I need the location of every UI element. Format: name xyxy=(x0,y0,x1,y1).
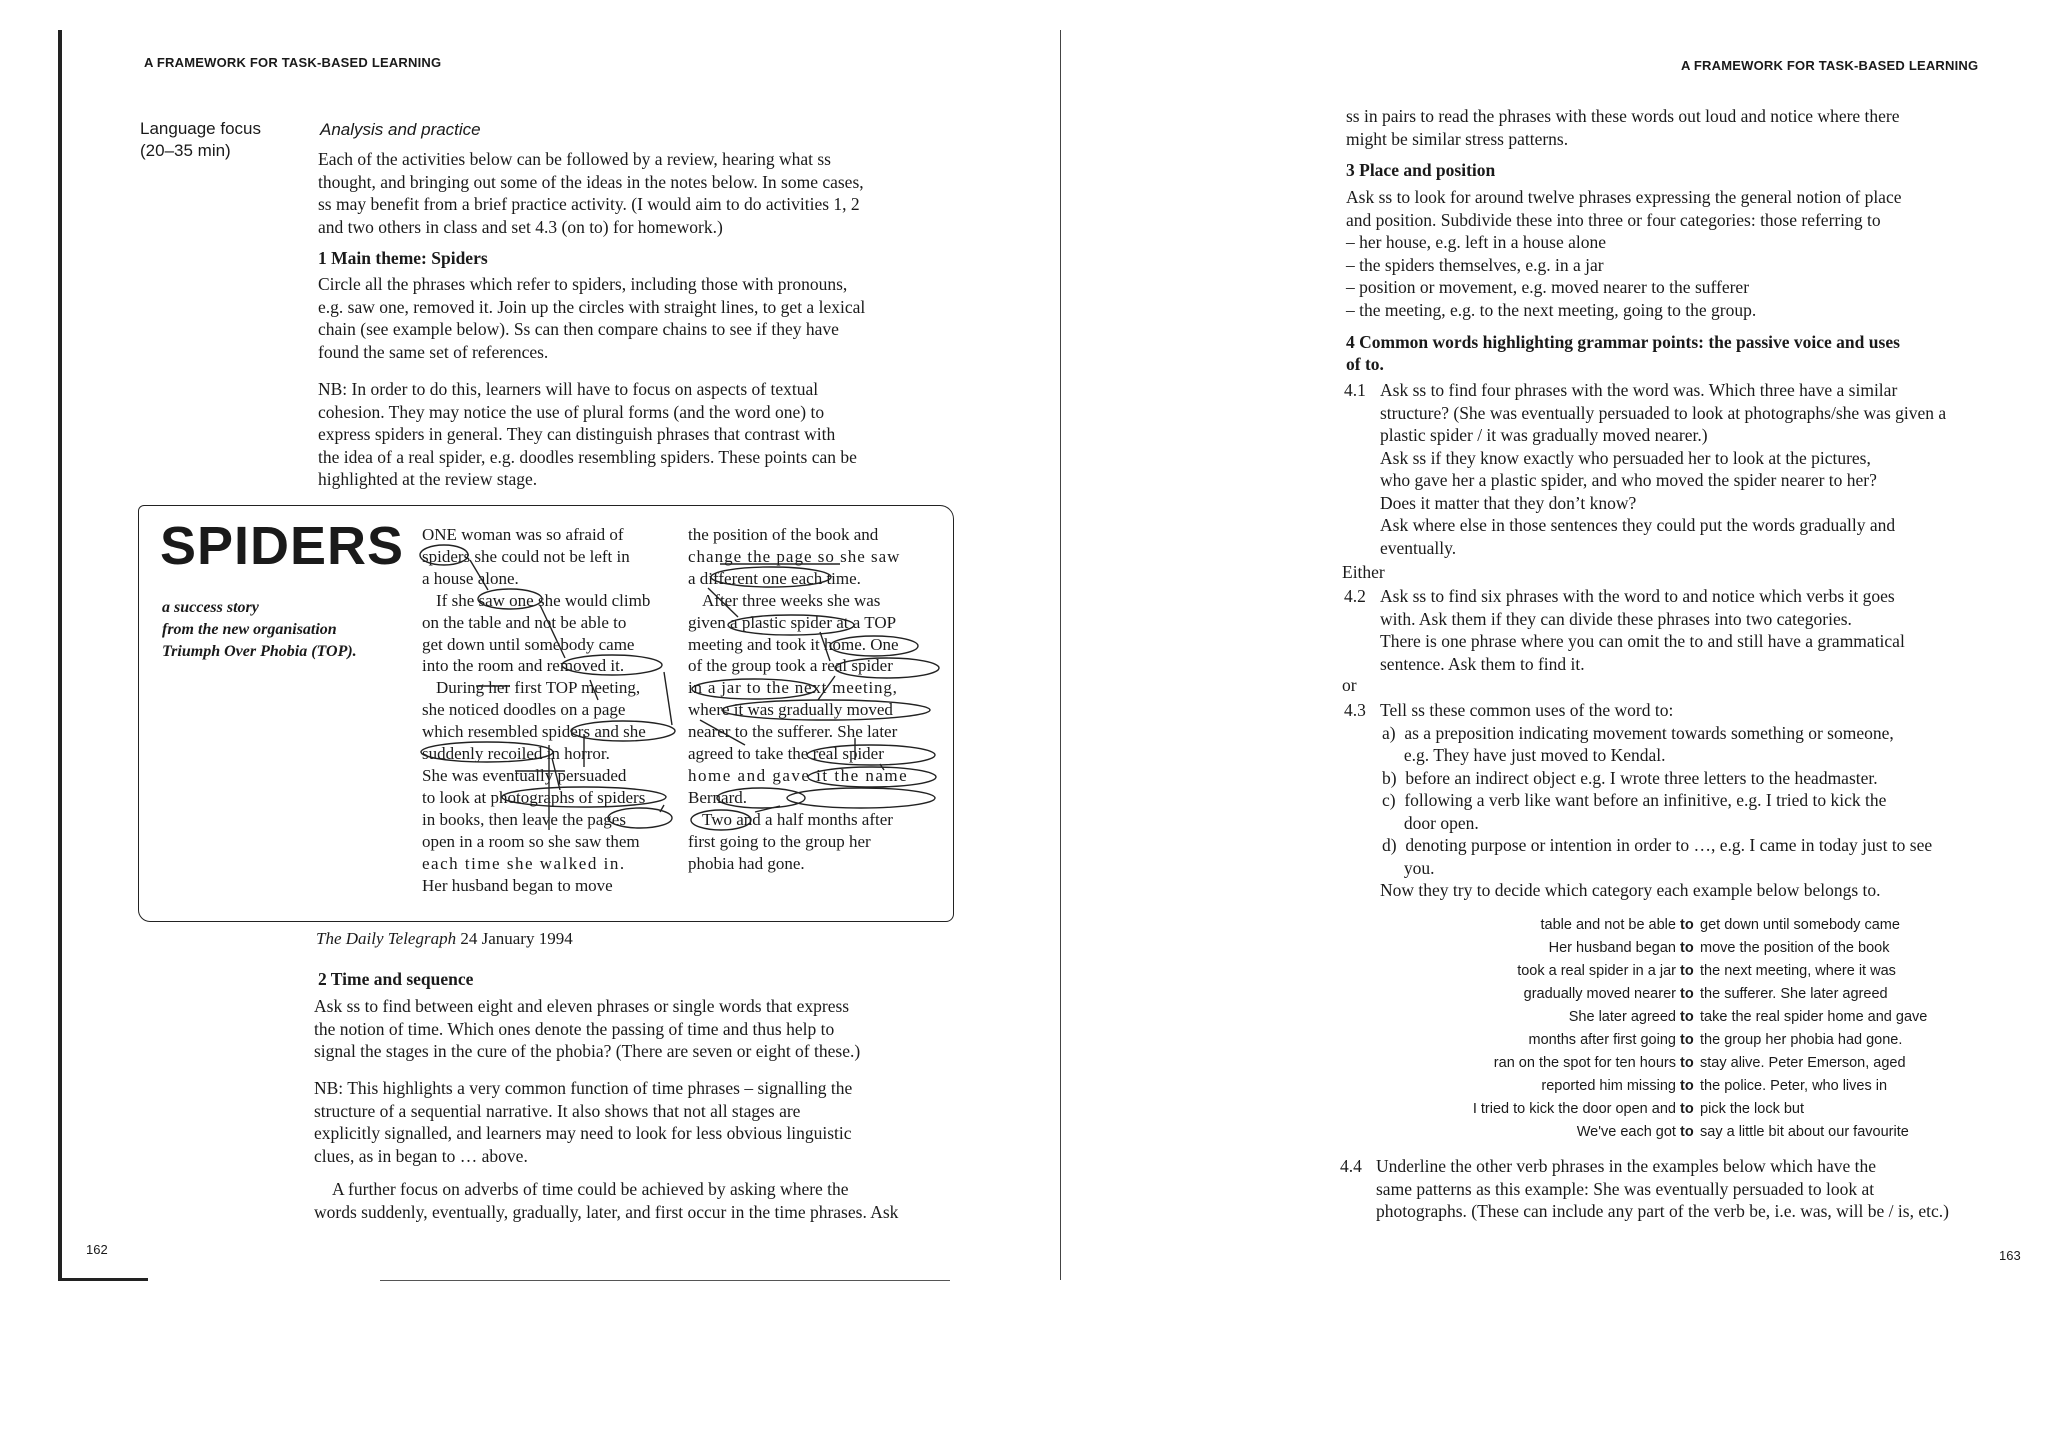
list-item: – position or movement, e.g. moved nearer to the sufferer xyxy=(1346,277,1750,297)
article-line: get down until somebody came xyxy=(422,634,635,654)
article-line: given a plastic spider at a TOP xyxy=(688,612,897,632)
text-line: highlighted at the review stage. xyxy=(318,469,538,489)
caption-source: The Daily Telegraph xyxy=(316,929,457,948)
chain-line xyxy=(755,806,780,812)
article-line: spiders she could not be left in xyxy=(422,546,630,566)
left-running-header: A FRAMEWORK FOR TASK-BASED LEARNING xyxy=(144,55,442,70)
list-item: a) as a preposition indicating movement towards something or someone, xyxy=(1382,722,1894,743)
section-3-heading: 3 Place and position xyxy=(1346,160,1496,180)
text-line: plastic spider / it was gradually moved nearer.) xyxy=(1380,425,1708,445)
section-4-1-paragraph xyxy=(1380,379,1946,559)
section-2-paragraph xyxy=(314,995,860,1063)
concordance-left: We've each got xyxy=(1576,1124,1680,1140)
text-line: the notion of time. Which ones denote the passing of time and thus help to xyxy=(314,1018,835,1039)
concordance-right: say a little bit about our favourite xyxy=(1696,1124,1909,1140)
text-line: signal the stages in the cure of the phobia? (There are seven or eight of these.) xyxy=(314,1041,861,1061)
article-line: in a jar to the next meeting, xyxy=(688,678,898,698)
concordance-left: months after first going xyxy=(1528,1032,1680,1048)
circle-mark xyxy=(807,745,935,765)
article-title: SPIDERS xyxy=(160,516,405,576)
list-item: door open. xyxy=(1382,812,1479,833)
article-line: to look at photographs of spiders xyxy=(422,787,646,807)
article-line: in books, then leave the pages xyxy=(422,809,626,829)
text-line: Ask ss to look for around twelve phrases expressing the general notion of place xyxy=(1346,187,1902,207)
concordance-keyword: to xyxy=(1680,1124,1694,1140)
right-running-header: A FRAMEWORK FOR TASK-BASED LEARNING xyxy=(1681,58,1979,73)
circle-mark xyxy=(502,787,666,807)
concordance-right: take the real spider home and gave xyxy=(1696,1009,1928,1025)
article-line: agreed to take the real spider xyxy=(688,744,884,764)
text-line: ss in pairs to read the phrases with these words out loud and notice where there xyxy=(1346,106,1900,126)
circle-mark xyxy=(717,788,805,808)
concordance-right: move the position of the book xyxy=(1696,940,1890,956)
concordance-keyword: to xyxy=(1680,917,1694,933)
article-line: meeting and took it home. One xyxy=(688,634,899,654)
concordance-left: reported him missing xyxy=(1541,1078,1680,1094)
text-line: thought, and bringing out some of the ideas in the notes below. In some cases, xyxy=(318,171,864,192)
section-4-3-paragraph xyxy=(1380,699,1932,902)
article-line: ONE woman was so afraid of xyxy=(422,525,624,544)
text-line: structure? (She was eventually persuaded to look at photographs/she was given a xyxy=(1380,402,1947,423)
chain-line xyxy=(708,588,738,617)
circle-mark xyxy=(608,808,672,828)
list-item: b) before an indirect object e.g. I wrote three letters to the headmaster. xyxy=(1382,767,1878,788)
text-line: explicitly signalled, and learners may need to look for less obvious linguistic xyxy=(314,1123,852,1143)
concordance-left: table and not be able xyxy=(1540,917,1680,933)
article-line: the position of the book and xyxy=(688,525,879,544)
circle-mark xyxy=(691,810,751,830)
circle-mark xyxy=(562,655,662,675)
section-4-1-number: 4.1 xyxy=(1344,380,1366,400)
section-1-heading: 1 Main theme: Spiders xyxy=(318,248,488,268)
article-line: into the room and removed it. xyxy=(422,656,625,676)
section-4-2-number: 4.2 xyxy=(1344,586,1366,606)
text-line: chain (see example below). Ss can then compare chains to see if they have xyxy=(318,319,839,339)
concordance-left: Her husband began xyxy=(1548,940,1680,956)
text-line: A further focus on adverbs of time could be achieved by asking where the xyxy=(332,1179,849,1199)
text-line: NB: This highlights a very common function of time phrases – signalling the xyxy=(314,1078,853,1098)
article-line: she noticed doodles on a page xyxy=(422,700,626,720)
subtitle-line: a success story xyxy=(162,599,259,616)
further-paragraph xyxy=(314,1178,898,1223)
text-line: NB: In order to do this, learners will have to focus on aspects of textual xyxy=(318,379,819,399)
article-line: She was eventually persuaded xyxy=(422,765,627,785)
concordance-keyword: to xyxy=(1680,1055,1694,1071)
text-line: Ask where else in those sentences they could put the words gradually and xyxy=(1380,515,1896,535)
side-label-line: Language focus xyxy=(140,119,261,138)
heading-line: of to. xyxy=(1346,354,1384,374)
text-line: and position. Subdivide these into three or four categories: those referring to xyxy=(1346,209,1881,230)
article-line: Two and a half months after xyxy=(702,809,893,829)
concordance-keyword: to xyxy=(1680,963,1694,979)
text-line: Underline the other verb phrases in the examples below which have the xyxy=(1376,1156,1877,1176)
concordance-right: pick the lock but xyxy=(1696,1101,1804,1117)
text-line: Does it matter that they don’t know? xyxy=(1380,492,1637,513)
concordance-right: the sufferer. She later agreed xyxy=(1696,986,1888,1002)
text-line: express spiders in general. They can distinguish phrases that contrast with xyxy=(318,424,836,444)
article-line: During her first TOP meeting, xyxy=(436,678,641,698)
list-item: you. xyxy=(1382,857,1435,878)
list-item: e.g. They have just moved to Kendal. xyxy=(1382,745,1666,765)
article-line: where it was gradually moved xyxy=(688,700,893,720)
article-line: on the table and not be able to xyxy=(422,612,627,632)
text-line: Ask ss to find six phrases with the word to and notice which verbs it goes xyxy=(1380,586,1895,606)
circle-mark xyxy=(728,615,854,635)
concordance-keyword: to xyxy=(1680,986,1694,1002)
article-line: home and gave it the name xyxy=(688,765,909,785)
concordance-keyword: to xyxy=(1680,1032,1694,1048)
concordance-keyword: to xyxy=(1680,1101,1694,1117)
circle-mark xyxy=(787,788,935,808)
article-line: nearer to the sufferer. She later xyxy=(688,722,898,742)
article-caption xyxy=(316,929,573,949)
chain-line xyxy=(552,758,560,790)
side-label-line: (20–35 min) xyxy=(140,141,231,160)
text-line: Now they try to decide which category each example below belongs to. xyxy=(1380,880,1881,900)
list-item: – the spiders themselves, e.g. in a jar xyxy=(1346,254,1604,275)
concordance-right: the group her phobia had gone. xyxy=(1696,1032,1903,1048)
concordance-keyword: to xyxy=(1680,1009,1694,1025)
text-line: Ask ss to find between eight and eleven phrases or single words that express xyxy=(314,996,850,1016)
section-2-heading: 2 Time and sequence xyxy=(318,969,474,989)
section-3-paragraph xyxy=(1346,186,1901,321)
circle-mark xyxy=(722,700,930,720)
article-line: If she saw one she would climb xyxy=(436,590,651,610)
concordance-left: She later agreed xyxy=(1568,1009,1680,1025)
list-item: – her house, e.g. left in a house alone xyxy=(1346,232,1606,252)
text-line: Ask ss to find four phrases with the word was. Which three have a similar xyxy=(1380,380,1898,400)
list-item: – the meeting, e.g. to the next meeting, going to the group. xyxy=(1346,299,1757,320)
article-line: phobia had gone. xyxy=(688,853,805,873)
heading-line: 4 Common words highlighting grammar points: the passive voice and uses xyxy=(1346,332,1900,352)
right-page-number: 163 xyxy=(1999,1248,2021,1263)
concordance-keyword: to xyxy=(1680,940,1694,956)
text-line: clues, as in began to … above. xyxy=(314,1145,528,1166)
article-line: Bernard. xyxy=(688,787,748,807)
subtitle-line: Triumph Over Phobia (TOP). xyxy=(162,643,357,660)
list-item: c) following a verb like want before an infinitive, e.g. I tried to kick the xyxy=(1382,790,1887,810)
either-label: Either xyxy=(1342,562,1385,582)
caption-date: 24 January 1994 xyxy=(460,929,573,948)
article-line: After three weeks she was xyxy=(702,590,881,610)
circle-mark xyxy=(692,679,816,699)
left-page-number: 162 xyxy=(86,1242,108,1257)
list-item: d) denoting purpose or intention in order to …, e.g. I came in today just to see xyxy=(1382,835,1933,855)
section-4-2-paragraph xyxy=(1380,585,1905,675)
concordance-left: ran on the spot for ten hours xyxy=(1493,1055,1680,1071)
section-4-4-number: 4.4 xyxy=(1340,1156,1362,1176)
text-line: and two others in class and set 4.3 (on to) for homework.) xyxy=(318,216,723,237)
text-line: who gave her a plastic spider, and who moved the spider nearer to her? xyxy=(1380,470,1877,490)
concordance-right: get down until somebody came xyxy=(1696,917,1900,933)
text-line: There is one phrase where you can omit the to and still have a grammatical xyxy=(1380,631,1905,651)
chain-line xyxy=(540,605,565,658)
article-line: first going to the group her xyxy=(688,831,871,851)
nb-2-paragraph xyxy=(314,1077,852,1167)
text-line: Circle all the phrases which refer to spiders, including those with pronouns, xyxy=(318,274,848,294)
text-line: found the same set of references. xyxy=(318,341,549,362)
article-line: which resembled spiders and she xyxy=(422,722,646,742)
text-line: the idea of a real spider, e.g. doodles resembling spiders. These points can be xyxy=(318,446,857,467)
circle-mark xyxy=(478,589,542,609)
chain-line xyxy=(820,632,830,661)
section-4-3-number: 4.3 xyxy=(1344,700,1366,720)
circle-mark xyxy=(830,636,918,656)
concordance-left: I tried to kick the door open and xyxy=(1472,1101,1680,1117)
circle-mark xyxy=(571,721,675,741)
text-line: ss may benefit from a brief practice activity. (I would aim to do activities 1, 2 xyxy=(318,194,860,214)
article-line: open in a room so she saw them xyxy=(422,831,640,851)
right-top-paragraph xyxy=(1346,105,1900,150)
concordance-keyword: to xyxy=(1680,1078,1694,1094)
text-line: Ask ss if they know exactly who persuaded her to look at the pictures, xyxy=(1380,447,1871,468)
article-line: change the page so she saw xyxy=(688,546,901,566)
circle-mark xyxy=(421,742,553,762)
chain-line xyxy=(664,672,672,725)
text-line: Tell ss these common uses of the word to: xyxy=(1380,700,1674,720)
text-line: eventually. xyxy=(1380,537,1457,558)
text-line: photographs. (These can include any part of the verb be, i.e. was, will be / is, etc.) xyxy=(1376,1201,1949,1221)
article-line: a house alone. xyxy=(422,568,519,588)
concordance-right: the police. Peter, who lives in xyxy=(1696,1078,1888,1094)
or-label: or xyxy=(1342,675,1357,695)
concordance-right: stay alive. Peter Emerson, aged xyxy=(1696,1055,1906,1071)
text-line: cohesion. They may notice the use of plural forms (and the word one) to xyxy=(318,401,825,422)
article-line: Her husband began to move xyxy=(422,875,613,895)
concordance-left: gradually moved nearer xyxy=(1523,986,1680,1002)
article-line: of the group took a real spider xyxy=(688,656,893,676)
circle-mark xyxy=(808,767,936,787)
article-line: a different one each time. xyxy=(688,568,861,588)
text-line: sentence. Ask them to find it. xyxy=(1380,653,1585,674)
text-line: structure of a sequential narrative. It also shows that not all stages are xyxy=(314,1100,801,1121)
text-line: might be similar stress patterns. xyxy=(1346,128,1569,149)
text-line: same patterns as this example: She was eventually persuaded to look at xyxy=(1376,1178,1875,1199)
concordance-left: took a real spider in a jar xyxy=(1517,963,1680,979)
concordance-right: the next meeting, where it was xyxy=(1696,963,1896,979)
section-4-heading xyxy=(1346,331,1900,375)
text-line: words suddenly, eventually, gradually, later, and first occur in the time phrases. Ask xyxy=(314,1201,899,1222)
text-line: e.g. saw one, removed it. Join up the circles with straight lines, to get a lexical xyxy=(318,296,866,317)
circle-mark xyxy=(420,545,468,565)
chain-line xyxy=(700,720,745,745)
text-line: Each of the activities below can be followed by a review, hearing what ss xyxy=(318,149,831,169)
text-line: with. Ask them if they can divide these phrases into two categories. xyxy=(1380,608,1852,629)
circle-mark xyxy=(711,567,831,587)
subtitle-line: from the new organisation xyxy=(162,621,337,638)
chain-line xyxy=(590,680,598,700)
chain-line xyxy=(818,676,835,700)
analysis-title: Analysis and practice xyxy=(320,120,481,139)
article-line: each time she walked in. xyxy=(422,853,626,873)
circle-mark xyxy=(835,658,939,678)
article-line: suddenly recoiled in horror. xyxy=(422,744,610,764)
section-4-4-paragraph xyxy=(1376,1155,1949,1223)
chain-line xyxy=(470,560,488,590)
